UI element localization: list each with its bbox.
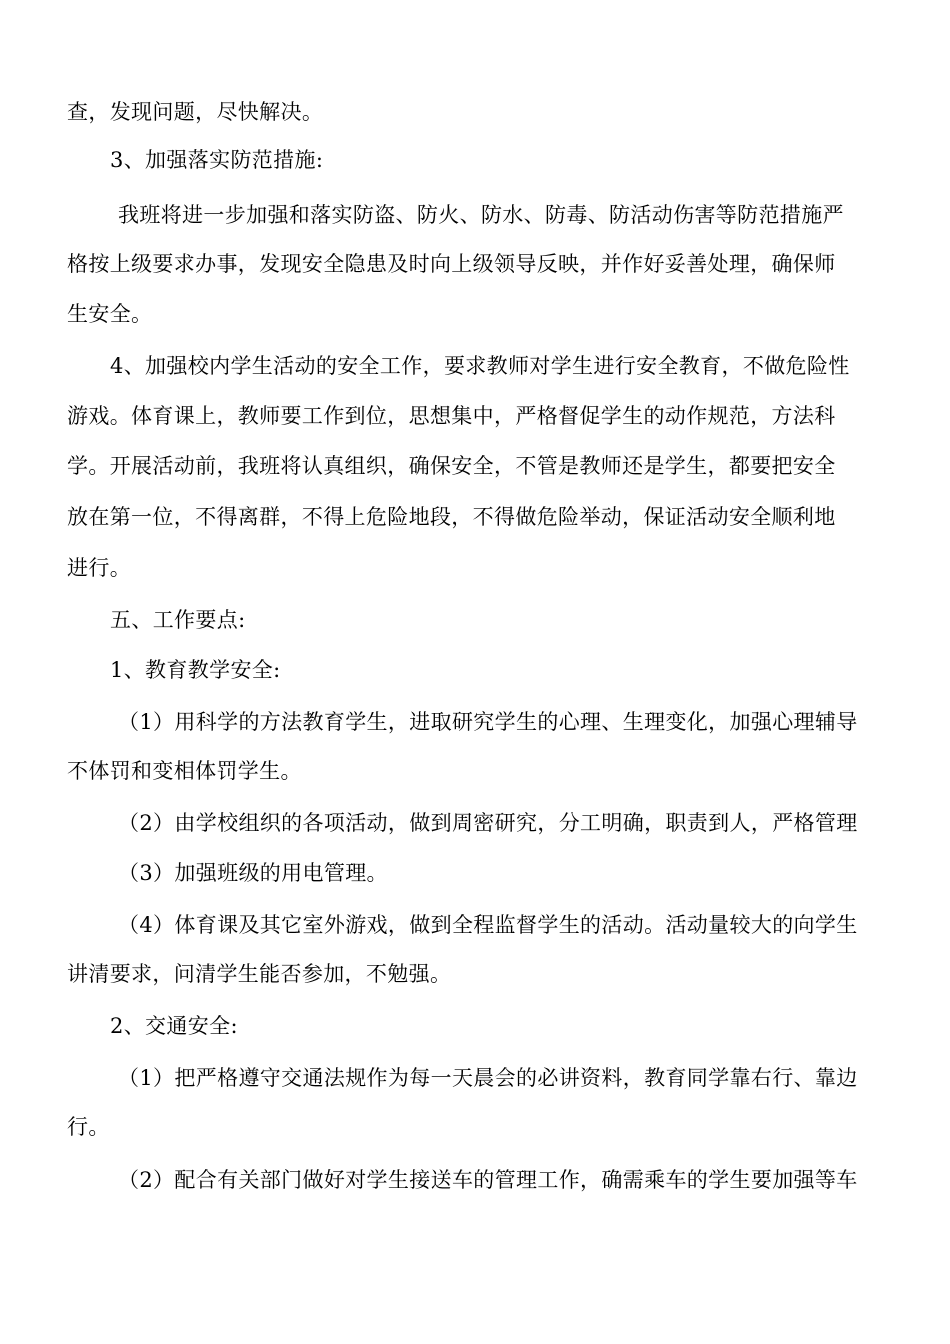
text-line: 格按上级要求办事，发现安全隐患及时向上级领导反映，并作好妥善处理，确保师 bbox=[67, 252, 836, 276]
text-line: 查，发现问题，尽快解决。 bbox=[67, 100, 324, 124]
text-line: （1）把严格遵守交通法规作为每一天晨会的必讲资料，教育同学靠右行、靠边 bbox=[118, 1066, 858, 1090]
text-line: 4、加强校内学生活动的安全工作，要求教师对学生进行安全教育，不做危险性 bbox=[110, 354, 850, 378]
text-line: （3）加强班级的用电管理。 bbox=[118, 861, 388, 885]
text-line: 学。开展活动前，我班将认真组织，确保安全，不管是教师还是学生，都要把安全 bbox=[67, 454, 836, 478]
text-line: 行。 bbox=[67, 1115, 110, 1139]
text-line: （2）由学校组织的各项活动，做到周密研究，分工明确，职责到人，严格管理 bbox=[118, 811, 858, 835]
text-line: 不体罚和变相体罚学生。 bbox=[67, 759, 302, 783]
text-line: 生安全。 bbox=[67, 302, 153, 326]
text-line: （1）用科学的方法教育学生，进取研究学生的心理、生理变化，加强心理辅导 bbox=[118, 710, 858, 734]
text-line: 游戏。体育课上，教师要工作到位，思想集中，严格督促学生的动作规范，方法科 bbox=[67, 404, 836, 428]
text-line: 1、教育教学安全: bbox=[110, 658, 281, 682]
text-line: （2）配合有关部门做好对学生接送车的管理工作，确需乘车的学生要加强等车 bbox=[118, 1168, 858, 1192]
text-line: （4）体育课及其它室外游戏，做到全程监督学生的活动。活动量较大的向学生 bbox=[118, 913, 858, 937]
text-line: 2、交通安全: bbox=[110, 1014, 238, 1038]
text-line: 五、工作要点: bbox=[110, 608, 246, 632]
text-line: 讲清要求，问清学生能否参加，不勉强。 bbox=[67, 962, 452, 986]
text-line: 3、加强落实防范措施: bbox=[110, 148, 324, 172]
text-line: 进行。 bbox=[67, 556, 132, 580]
text-line: 我班将进一步加强和落实防盗、防火、防水、防毒、防活动伤害等防范措施严 bbox=[118, 203, 844, 227]
text-line: 放在第一位，不得离群，不得上危险地段，不得做危险举动，保证活动安全顺利地 bbox=[67, 505, 836, 529]
